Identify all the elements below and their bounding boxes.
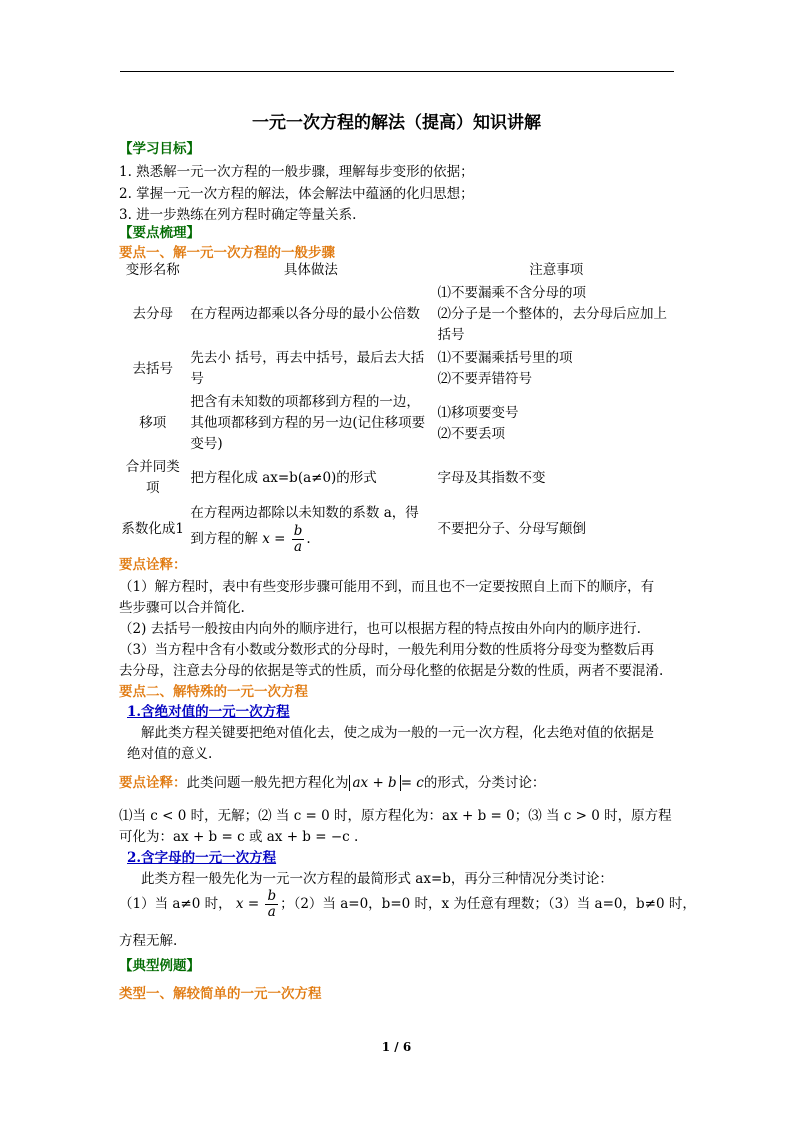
step-method: 把方程化成 ax=b(a≠0)的形式 xyxy=(190,469,377,486)
note-line: ⑴不要漏乘不含分母的项 xyxy=(437,285,586,301)
header-rule xyxy=(120,71,674,72)
point2-heading: 要点二、解特殊的一元一次方程 xyxy=(119,684,308,700)
sub1-note xyxy=(119,771,545,791)
fraction-numerator: b xyxy=(267,888,277,904)
examples-heading: 【典型例题】 xyxy=(119,958,200,974)
case-text: ；（2）当 a=0，b=0 时，x 为任意有理数；（3）当 a=0，b≠0 时， xyxy=(280,896,696,912)
header-cell: 变形名称 xyxy=(125,262,180,278)
note-text: 的形式，分类讨论： xyxy=(423,775,546,791)
case-fraction xyxy=(265,889,278,920)
table-row xyxy=(118,500,678,558)
step-name: 去分母 xyxy=(132,306,173,322)
header-cell: 注意事项 xyxy=(529,262,584,278)
note-line: （3）当方程中含有小数或分数形式的分母时，一般先利用分数的性质将分母变为整数后再 xyxy=(119,642,655,658)
method-text: 在方程两边都除以未知数的系数 a，得到方程的解 xyxy=(190,505,419,547)
absolute-value-expr: ax + b xyxy=(349,775,401,791)
table-row xyxy=(118,456,678,500)
goal-item: 3. 进一步熟练在列方程时确定等量关系. xyxy=(119,207,357,223)
note-line: 不要把分子、分母写颠倒 xyxy=(437,520,586,537)
note-line: 字母及其指数不变 xyxy=(437,469,546,486)
note-line: ⑵不要弄错符号 xyxy=(437,371,532,387)
goal-item: 1. 熟悉解一元一次方程的一般步骤，理解每步变形的依据； xyxy=(119,164,474,180)
sub2-case-line xyxy=(119,889,696,920)
note-line: ⑴不要漏乘括号里的项 xyxy=(437,350,573,366)
step-method: 把含有未知数的项都移到方程的一边，其他项都移到方程的另一边(记住移项要变号) xyxy=(190,394,426,452)
paragraph-line: 解此类方程关键要把绝对值化去，使之成为一般的一元一次方程，化去绝对值的依据是 xyxy=(141,725,654,741)
table-row xyxy=(118,282,678,347)
goal-item: 2. 掌握一元一次方程的解法，体会解法中蕴涵的化归思想； xyxy=(119,186,474,202)
case-lhs: x = xyxy=(235,896,260,912)
step-name: 移项 xyxy=(139,415,167,431)
page-number: 1 / 6 xyxy=(381,1040,412,1054)
step-notes xyxy=(434,347,678,391)
note-line: （1）解方程时，表中有些变形步骤可能用不到，而且也不一定要按照自上而下的顺序，有 xyxy=(119,579,655,595)
solution-lhs: x = xyxy=(262,531,286,547)
paragraph-line: 此类方程一般先化为一元一次方程的最简形式 ax=b，再分三种情况分类讨论： xyxy=(141,871,613,887)
paragraph-line: 绝对值的意义. xyxy=(127,746,213,762)
note-label: 要点诠释： xyxy=(119,775,187,791)
goals-heading: 【学习目标】 xyxy=(119,141,200,157)
solution-fraction xyxy=(292,524,305,555)
table-row xyxy=(118,391,678,456)
note-line: 些步骤可以合并简化. xyxy=(119,600,245,616)
type1-heading: 类型一、解较简单的一元一次方程 xyxy=(119,986,322,1002)
fraction-numerator: b xyxy=(293,523,303,539)
fraction-denominator: a xyxy=(267,904,276,920)
note-line: 去分母，注意去分母的依据是等式的性质，而分母化整的依据是分数的性质，两者不要混淆. xyxy=(119,663,664,679)
point1-heading: 要点一、解一元一次方程的一般步骤 xyxy=(119,245,335,261)
header-cell: 具体做法 xyxy=(283,262,338,278)
table-header-row xyxy=(118,259,678,282)
note-line: ⑵分子是一个整体的，去分母后应加上括号 xyxy=(437,306,667,343)
note-line: （2) 去括号一般按由内向外的顺序进行，也可以根据方程的特点按由外向内的顺序进行. xyxy=(119,621,641,637)
note-label: 要点诠释： xyxy=(119,557,187,573)
case-text: （1）当 a≠0 时， xyxy=(119,896,232,912)
fraction-denominator: a xyxy=(294,539,303,555)
points-heading: 【要点梳理】 xyxy=(119,225,200,241)
case-line: ⑴当 c < 0 时，无解；⑵ 当 c = 0 时，原方程化为：ax + b = 0；⑶ 当 c > 0 时，原方程 xyxy=(119,808,672,824)
sub1-heading: 1.含绝对值的一元一次方程 xyxy=(127,704,290,720)
solution-tail: . xyxy=(306,531,311,547)
step-name: 去括号 xyxy=(132,360,173,377)
step-notes xyxy=(434,391,678,456)
case-line: 方程无解. xyxy=(119,933,178,949)
page-title: 一元一次方程的解法（提高）知识讲解 xyxy=(252,113,541,133)
case-line: 可化为：ax + b = c 或 ax + b = −c . xyxy=(119,829,359,845)
table-row xyxy=(118,347,678,391)
note-line: ⑴移项要变号 xyxy=(437,404,519,421)
steps-table xyxy=(118,259,678,558)
step-notes xyxy=(434,282,678,347)
step-method: 在方程两边都乘以各分母的最小公倍数 xyxy=(190,306,420,322)
step-name: 系数化成1 xyxy=(121,520,184,537)
step-notes xyxy=(434,456,678,500)
step-name: 合并同类项 xyxy=(125,459,180,496)
equals-c: = c xyxy=(400,775,424,791)
note-text: 此类问题一般先把方程化为 xyxy=(186,775,349,791)
step-method: 先去小 括号，再去中括号，最后去大括号 xyxy=(190,350,425,387)
sub2-heading: 2.含字母的一元一次方程 xyxy=(127,850,277,866)
step-method xyxy=(187,500,434,558)
step-notes xyxy=(434,500,678,558)
note-line: ⑵不要丢项 xyxy=(437,425,505,442)
